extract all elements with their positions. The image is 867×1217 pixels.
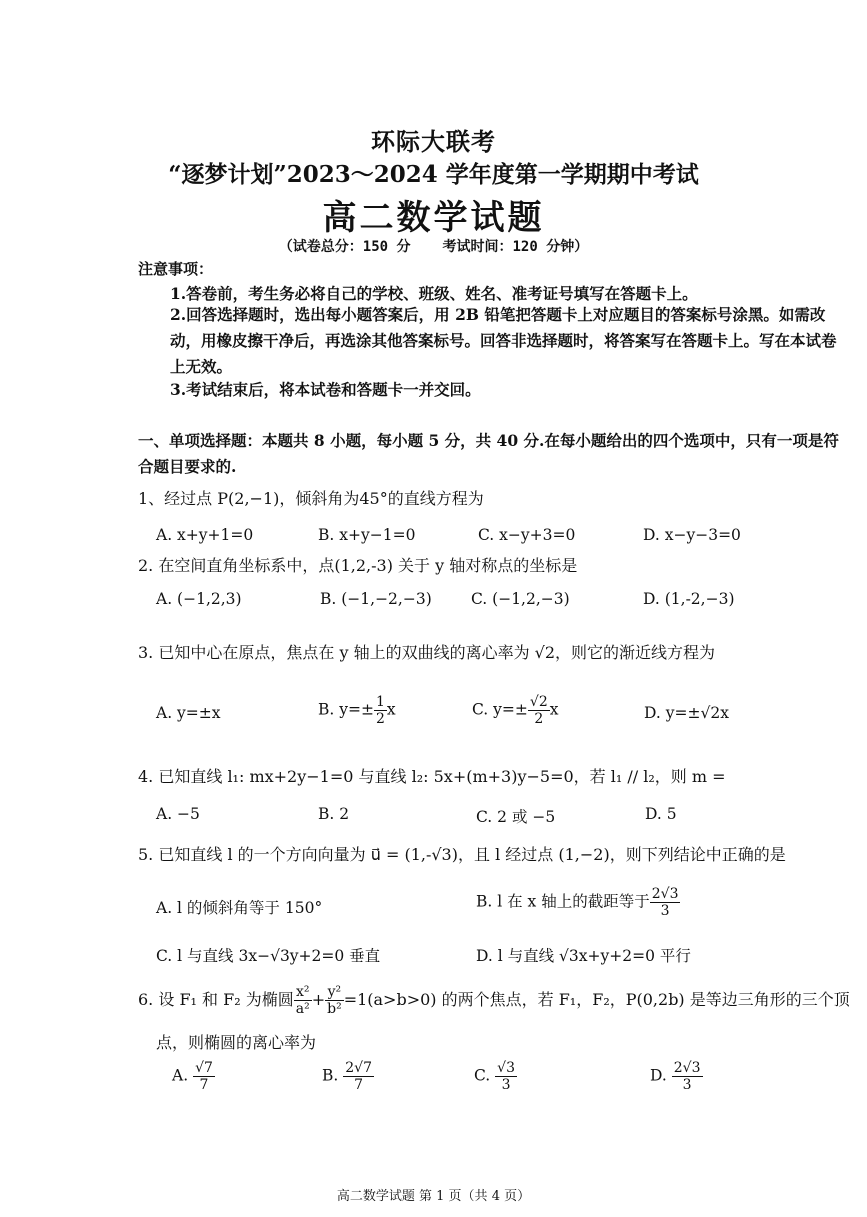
q6-option-a	[172, 1060, 215, 1093]
q6-plus-sign: +	[311, 990, 326, 1009]
q5-b-denominator: 3	[660, 903, 670, 919]
q6-ellipse-x-term	[294, 984, 312, 1017]
q6-a-fraction	[193, 1060, 215, 1093]
q3-option-b	[318, 694, 396, 727]
q1-option-c: C. x−y+3=0	[478, 526, 576, 544]
q6-d-denominator: 3	[682, 1077, 692, 1093]
q6-a-label: A.	[172, 1066, 189, 1085]
notice-item-2: 2.回答选择题时，选出每小题答案后，用 2B 铅笔把答题卡上对应题目的答案标号涂黑。如需改动，用橡皮擦干净后，再选涂其他答案标号。回答非选择题时，将答案写在答题卡上。写在本试卷上无效。	[170, 305, 837, 376]
q6-option-b	[322, 1060, 374, 1093]
total-score: （试卷总分：150 分	[278, 239, 411, 255]
q6-y-numerator: y²	[325, 984, 344, 1001]
q6-option-c	[474, 1060, 517, 1093]
page-footer: 高二数学试题 第 1 页（共 4 页）	[336, 1189, 531, 1204]
exam-subtitle: “逐梦计划”2023～2024 学年度第一学期期中考试	[168, 161, 699, 188]
q4-option-c: C. 2 或 −5	[476, 808, 556, 826]
q5-b-numerator: 2√3	[651, 886, 679, 902]
q6-x-numerator: x²	[294, 984, 312, 1001]
q3-b-numerator: 1	[375, 694, 385, 710]
q6-stem-suffix: =1(a>b>0) 的两个焦点，若 F₁，F₂，P(0,2b) 是等边三角形的三个顶	[343, 990, 850, 1009]
q3-b-prefix: B. y=±	[318, 700, 374, 719]
q1-option-a: A. x+y+1=0	[156, 526, 254, 544]
q3-c-numerator: √2	[529, 694, 548, 710]
question-5-stem: 5. 已知直线 l 的一个方向向量为 u⃗ = (1,-√3)，且 l 经过点 (1,−2)，则下列结论中正确的是	[138, 845, 786, 864]
q6-ellipse-y-term	[325, 984, 344, 1017]
page-title: 高二数学试题	[322, 198, 545, 238]
question-1-stem: 1、经过点 P(2,−1)，倾斜角为45°的直线方程为	[138, 489, 484, 508]
q6-d-fraction	[672, 1060, 703, 1093]
q6-c-fraction	[495, 1060, 517, 1093]
q3-option-c	[472, 694, 558, 727]
q5-b-prefix: B. l 在 x 轴上的截距等于	[476, 892, 650, 911]
notice-title: 注意事项：	[138, 260, 214, 278]
q1-option-b: B. x+y−1=0	[318, 526, 416, 544]
notice-item-3: 3.考试结束后，将本试卷和答题卡一并交回。	[170, 380, 481, 399]
q6-a-numerator: √7	[195, 1060, 213, 1076]
q3-b-denominator: 2	[375, 711, 385, 727]
q3-c-denominator: 2	[534, 711, 544, 727]
question-6-stem-cont: 点，则椭圆的离心率为	[156, 1033, 317, 1052]
q4-option-a: A. −5	[156, 805, 200, 823]
q1-option-d: D. x−y−3=0	[643, 526, 741, 544]
q3-b-fraction	[374, 694, 387, 727]
exam-time: 考试时间：120 分钟）	[442, 239, 589, 255]
q3-c-prefix: C. y=±	[472, 700, 528, 719]
q3-c-suffix: x	[549, 700, 559, 719]
q3-option-d: D. y=±√2x	[644, 704, 729, 722]
section-heading: 一、单项选择题：本题共 8 小题，每小题 5 分，共 40 分.在每小题给出的四个选项中，只有一项是符合题目要求的.	[138, 431, 839, 476]
q5-option-b	[476, 886, 680, 919]
q3-b-suffix: x	[386, 700, 396, 719]
q5-option-c: C. l 与直线 3x−√3y+2=0 垂直	[156, 947, 381, 965]
question-4-stem: 4. 已知直线 l₁: mx+2y−1=0 与直线 l₂: 5x+(m+3)y−5=0，若 l₁ // l₂，则 m =	[138, 767, 726, 786]
q3-c-fraction	[528, 694, 550, 727]
question-2-stem: 2. 在空间直角坐标系中，点(1,2,-3) 关于 y 轴对称点的坐标是	[138, 556, 578, 575]
q6-c-numerator: √3	[497, 1060, 515, 1076]
q3-option-a: A. y=±x	[156, 704, 221, 722]
exam-union-title: 环际大联考	[371, 127, 496, 156]
q6-b-fraction	[343, 1060, 374, 1093]
q5-option-a: A. l 的倾斜角等于 150°	[156, 899, 323, 917]
q2-option-a: A. (−1,2,3)	[156, 590, 242, 608]
q6-d-numerator: 2√3	[673, 1060, 701, 1076]
question-6-stem	[138, 984, 850, 1017]
q6-c-label: C.	[474, 1066, 491, 1085]
q6-a-denominator: 7	[199, 1077, 209, 1093]
q6-c-denominator: 3	[501, 1077, 511, 1093]
q6-x-denominator: a²	[295, 1001, 310, 1017]
notice-item-1: 1.答卷前，考生务必将自己的学校、班级、姓名、准考证号填写在答题卡上。	[170, 284, 698, 303]
q2-option-b: B. (−1,−2,−3)	[320, 590, 432, 608]
q6-b-numerator: 2√7	[345, 1060, 373, 1076]
q4-option-b: B. 2	[318, 805, 350, 823]
q6-d-label: D.	[650, 1066, 667, 1085]
q6-y-denominator: b²	[327, 1001, 342, 1017]
q4-option-d: D. 5	[645, 805, 677, 823]
q2-option-c: C. (−1,2,−3)	[471, 590, 570, 608]
q2-option-d: D. (1,-2,−3)	[643, 590, 735, 608]
q5-b-fraction	[650, 886, 681, 919]
question-3-stem: 3. 已知中心在原点，焦点在 y 轴上的双曲线的离心率为 √2，则它的渐近线方程为	[138, 643, 716, 662]
q5-option-d: D. l 与直线 √3x+y+2=0 平行	[476, 947, 691, 965]
q6-b-denominator: 7	[354, 1077, 364, 1093]
q6-option-d	[650, 1060, 703, 1093]
q6-b-label: B.	[322, 1066, 339, 1085]
exam-meta	[0, 236, 867, 256]
q6-stem-prefix: 6. 设 F₁ 和 F₂ 为椭圆	[138, 990, 294, 1009]
